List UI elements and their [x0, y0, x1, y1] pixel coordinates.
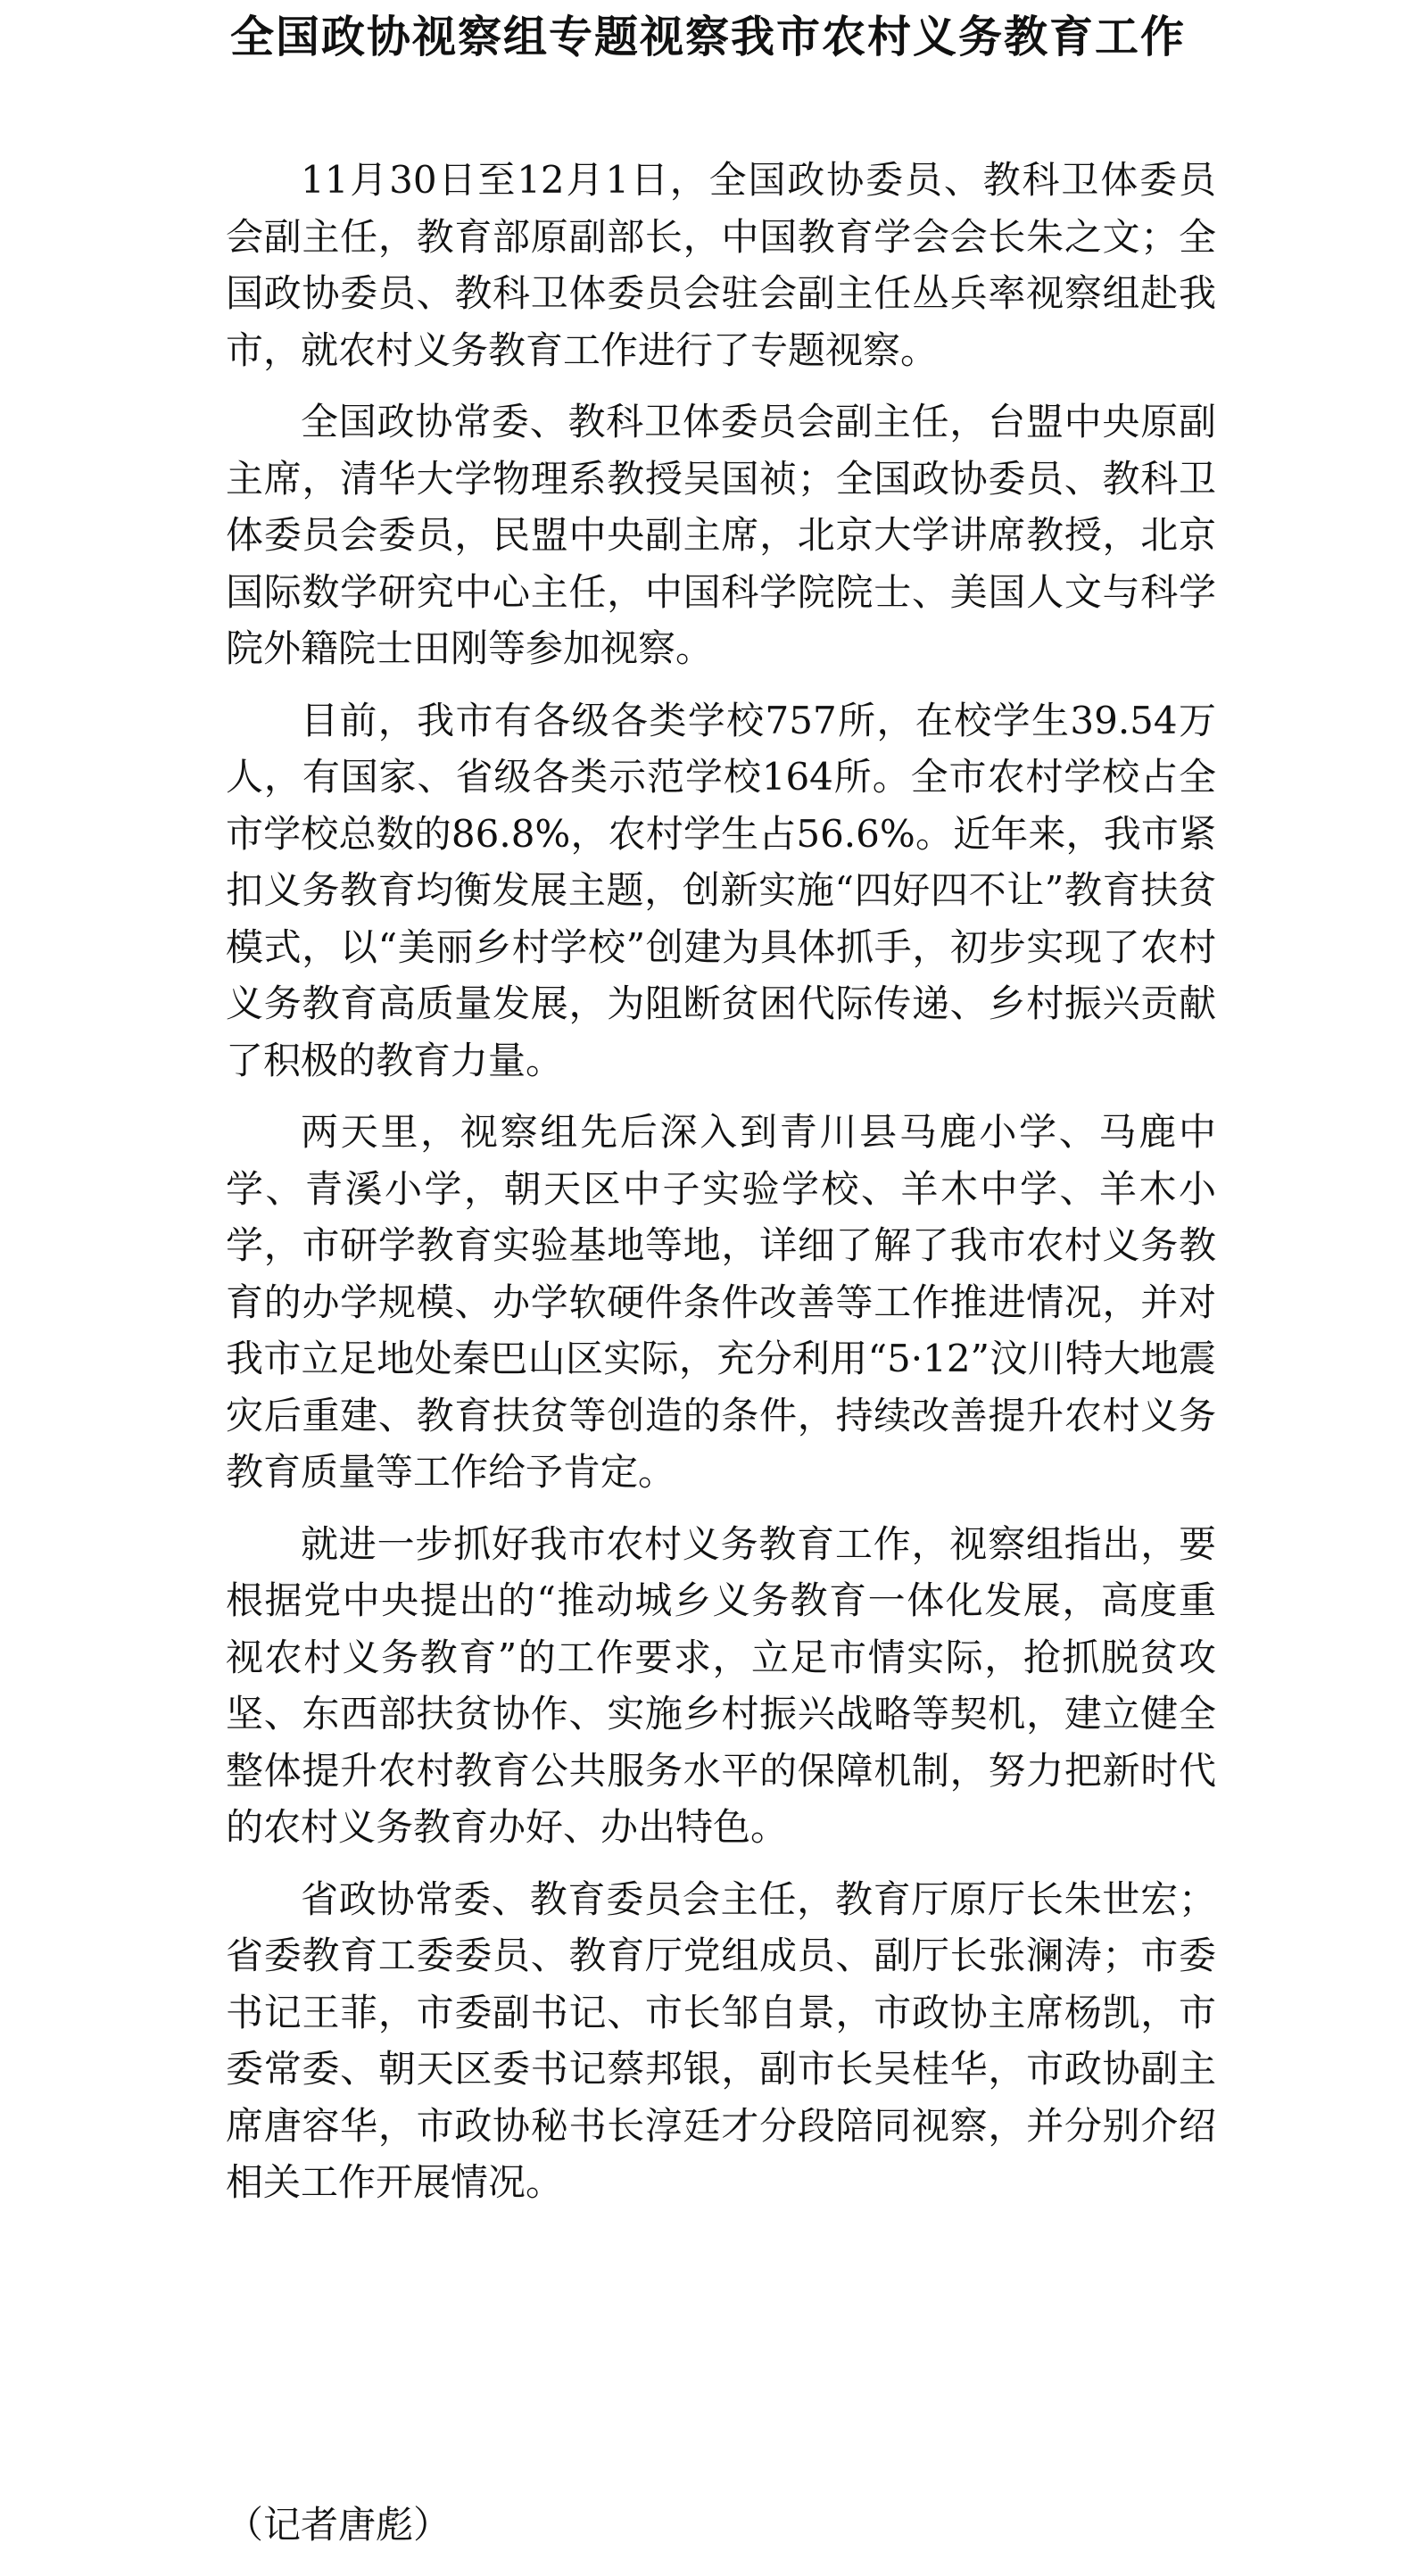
paragraph-1: 11月30日至12月1日，全国政协委员、教科卫体委员会副主任，教育部原副部长，中国教育学会会长朱之文；全国政协委员、教科卫体委员会驻会副主任丛兵率视察组赴我市，就农村义务教育工作进行了专题视察。 [226, 158, 1216, 372]
reporter-byline: （记者唐彪） [226, 2503, 451, 2547]
paragraph-4: 两天里，视察组先后深入到青川县马鹿小学、马鹿中学、青溪小学，朝天区中子实验学校、羊木中学、羊木小学，市研学教育实验基地等地，详细了解了我市农村义务教育的办学规模、办学软硬件条件改善等工作推进情况，并对我市立足地处秦巴山区实际，充分利用“5·12”汶川特大地震灾后重建、教育扶贫等创造的条件，持续改善提升农村义务教育质量等工作给予肯定。 [226, 1110, 1216, 1494]
paragraph-5: 就进一步抓好我市农村义务教育工作，视察组指出，要根据党中央提出的“推动城乡义务教育一体化发展，高度重视农村义务教育”的工作要求，立足市情实际，抢抓脱贫攻坚、东西部扶贫协作、实施乡村振兴战略等契机，建立健全整体提升农村教育公共服务水平的保障机制，努力把新时代的农村义务教育办好、办出特色。 [226, 1521, 1216, 1849]
paragraph-6: 省政协常委、教育委员会主任，教育厅原厅长朱世宏；省委教育工委委员、教育厅党组成员、副厅长张澜涛；市委书记王菲，市委副书记、市长邹自景，市政协主席杨凯，市委常委、朝天区委书记蔡邦银，副市长吴桂华，市政协副主席唐容华，市政协秘书长淳廷才分段陪同视察，并分别介绍相关工作开展情况。 [226, 1876, 1216, 2204]
article-title: 全国政协视察组专题视察我市农村义务教育工作 [229, 11, 1186, 62]
paragraph-2: 全国政协常委、教科卫体委员会副主任，台盟中央原副主席，清华大学物理系教授吴国祯；全国政协委员、教科卫体委员会委员，民盟中央副主席，北京大学讲席教授，北京国际数学研究中心主任，中国科学院院士、美国人文与科学院外籍院士田刚等参加视察。 [226, 400, 1216, 670]
paragraph-3: 目前，我市有各级各类学校757所，在校学生39.54万人，有国家、省级各类示范学校164所。全市农村学校占全市学校总数的86.8%，农村学生占56.6%。近年来，我市紧扣义务教育均衡发展主题，创新实施“四好四不让”教育扶贫模式，以“美丽乡村学校”创建为具体抓手，初步实现了农村义务教育高质量发展，为阻断贫困代际传递、乡村振兴贡献了积极的教育力量。 [226, 698, 1216, 1082]
article-body [226, 152, 1216, 2226]
